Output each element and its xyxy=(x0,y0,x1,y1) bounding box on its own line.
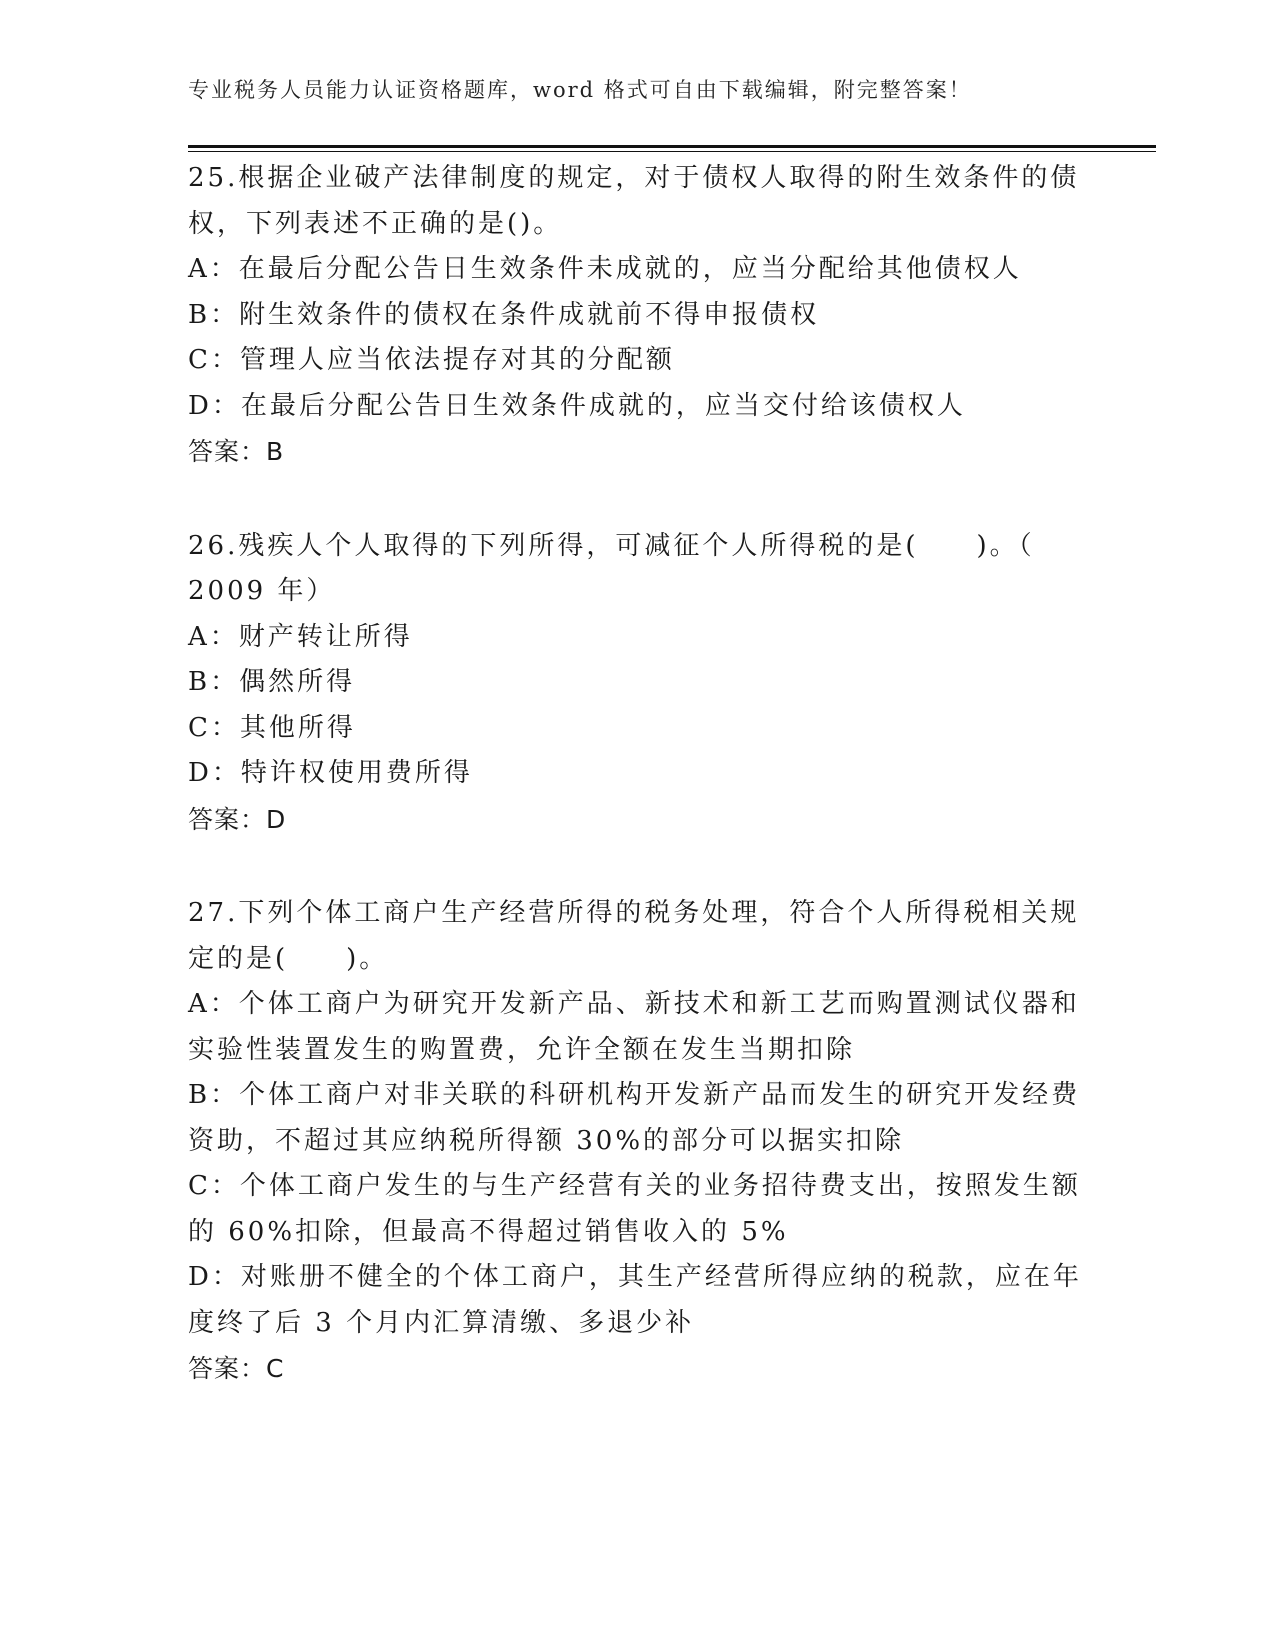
option-d: D：对账册不健全的个体工商户，其生产经营所得应纳的税款，应在年 xyxy=(188,1262,1082,1292)
option-c: C：管理人应当依法提存对其的分配额 xyxy=(188,345,675,375)
question-stem: 27.下列个体工商户生产经营所得的税务处理，符合个人所得税相关规 xyxy=(188,898,1080,928)
question-stem: 权，下列表述不正确的是()。 xyxy=(188,208,563,239)
question-25 xyxy=(188,156,1088,475)
answer: 答案：C xyxy=(188,1354,285,1383)
question-list xyxy=(188,156,1088,1441)
option-a: A：在最后分配公告日生效条件未成就的，应当分配给其他债权人 xyxy=(188,254,1022,284)
option-c: C：个体工商户发生的与生产经营有关的业务招待费支出，按照发生额 xyxy=(188,1171,1081,1201)
page-header: 专业税务人员能力认证资格题库，word 格式可自由下载编辑，附完整答案！ xyxy=(188,78,972,102)
question-26 xyxy=(188,524,1088,843)
question-27 xyxy=(188,891,1088,1392)
option-d-continued: 度终了后 3 个月内汇算清缴、多退少补 xyxy=(188,1307,695,1338)
option-d: D：在最后分配公告日生效条件成就的，应当交付给该债权人 xyxy=(188,390,966,421)
option-c: C：其他所得 xyxy=(188,712,356,743)
question-stem: 25.根据企业破产法律制度的规定，对于债权人取得的附生效条件的债 xyxy=(188,163,1080,193)
option-d: D：特许权使用费所得 xyxy=(188,758,473,788)
option-b: B：个体工商户对非关联的科研机构开发新产品而发生的研究开发经费 xyxy=(188,1080,1081,1110)
question-stem: 定的是( )。 xyxy=(188,943,389,974)
option-b-continued: 资助，不超过其应纳税所得额 30%的部分可以据实扣除 xyxy=(188,1125,905,1156)
header-divider-thin xyxy=(188,151,1156,152)
answer: 答案：B xyxy=(188,437,285,466)
option-a-continued: 实验性装置发生的购置费，允许全额在发生当期扣除 xyxy=(188,1034,856,1065)
question-stem: 2009 年） xyxy=(188,576,336,606)
header-divider xyxy=(188,145,1156,148)
option-c-continued: 的 60%扣除，但最高不得超过销售收入的 5% xyxy=(188,1216,789,1247)
option-a: A：个体工商户为研究开发新产品、新技术和新工艺而购置测试仪器和 xyxy=(188,989,1080,1019)
option-b: B：偶然所得 xyxy=(188,667,356,697)
answer: 答案：D xyxy=(188,804,287,834)
question-stem: 26.残疾人个人取得的下列所得，可减征个人所得税的是( )。（ xyxy=(188,530,1035,561)
option-a: A：财产转让所得 xyxy=(188,621,413,652)
option-b: B：附生效条件的债权在条件成就前不得申报债权 xyxy=(188,299,820,330)
